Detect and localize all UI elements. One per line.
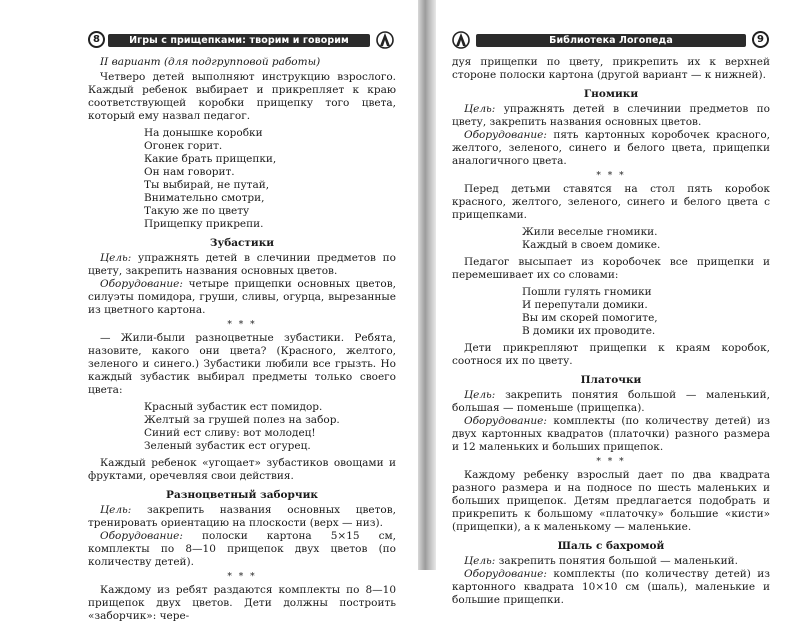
continued-paragraph: дуя прищепки по цвету, прикрепить их к верхней стороне полоски картона (другой вариант — к нижней). <box>452 56 770 81</box>
goal-text: закрепить понятия большой — маленький. <box>495 555 738 567</box>
story-mid-paragraph: Педагог высыпает из коробочек все прищепки и перемешивает их со словами: <box>452 256 770 281</box>
goal-text: закрепить понятия большой — маленький, большая — поменьше (прищепка). <box>452 389 770 414</box>
equipment-text: полоски картона 5×15 см, комплекты по 8—10 прищепок двух цветов (по количеству детей). <box>88 530 396 568</box>
goal-text: упражнять детей в слечинии предметов по цвету, закрепить названия основных цветов. <box>88 252 396 277</box>
equipment-label: Оборудование: <box>100 530 183 542</box>
poem-line: Желтый за грушей полез на забор. <box>144 414 340 426</box>
section-divider: * * * <box>227 320 257 330</box>
poem-gnomiki-1 <box>522 226 770 252</box>
goal-paragraph <box>88 504 396 530</box>
game-title-shal: Шаль с бахромой <box>557 540 665 552</box>
left-content <box>88 56 396 623</box>
equipment-paragraph <box>88 278 396 317</box>
story-paragraph: Каждому из ребят раздаются комплекты по 8—10 прищепок двух цветов. Дети должны построить «заборчик»: чере- <box>88 584 396 622</box>
story-end-paragraph: Дети прикрепляют прищепки к краям коробок, соотнося их по цвету. <box>452 342 770 367</box>
equipment-text: комплекты (по количеству детей) из двух картонных квадратов (платочки) разного размера и 12 маленьких и больших прищепок. <box>452 415 770 453</box>
left-header-title: Игры с прищепками: творим и говорим <box>108 34 370 47</box>
page-number-right: 9 <box>752 31 769 48</box>
equipment-paragraph <box>88 530 396 569</box>
goal-paragraph <box>88 252 396 278</box>
poem-line: Внимательно смотри, <box>144 192 265 204</box>
game-title-gnomiki: Гномики <box>583 88 639 100</box>
poem-lights <box>144 127 396 231</box>
goal-label: Цель: <box>464 555 496 567</box>
section-divider: * * * <box>596 457 626 467</box>
equipment-text: пять картонных коробочек красного, желтого, зеленого, синего и белого цвета, прищепки аналогичного цвета. <box>452 129 770 167</box>
game-title-zaborchik: Разноцветный заборчик <box>166 489 318 501</box>
equipment-label: Оборудование: <box>100 278 183 290</box>
equipment-paragraph <box>452 415 770 454</box>
goal-paragraph <box>452 389 770 415</box>
poem-line: Зеленый зубастик ест огурец. <box>144 440 311 452</box>
poem-line: Каждый в своем домике. <box>522 239 661 251</box>
poem-line: Красный зубастик ест помидор. <box>144 401 323 413</box>
goal-label: Цель: <box>100 504 132 516</box>
goal-paragraph <box>452 555 770 568</box>
poem-zubastiki <box>144 401 396 453</box>
book-logo-icon <box>452 30 470 50</box>
intro-paragraph: Четверо детей выполняют инструкцию взрослого. Каждый ребенок выбирает и прикрепляет к краю соответствующей коробки прищепку того цвета, который ему назвал педагог. <box>88 71 396 122</box>
section-divider: * * * <box>227 572 257 582</box>
poem-line: Ты выбирай, не путай, <box>144 179 270 191</box>
poem-line: На донышке коробки <box>144 127 263 139</box>
game-title-platochki: Платочки <box>580 374 642 386</box>
poem-gnomiki-2 <box>522 286 770 338</box>
goal-paragraph <box>452 103 770 129</box>
equipment-text: четыре прищепки основных цветов, силуэты помидора, груши, сливы, огурца, вырезанные из цветного картона. <box>88 278 396 316</box>
poem-line: И перепутали домики. <box>522 299 648 311</box>
section-divider: * * * <box>596 171 626 181</box>
right-header-title: Библиотека Логопеда <box>476 34 746 47</box>
equipment-paragraph <box>452 568 770 607</box>
right-page <box>436 0 800 606</box>
poem-line: Такую же по цвету <box>144 205 250 217</box>
story-paragraph: Каждому ребенку взрослый дает по два квадрата разного размера и на подносе по шесть маленьких и больших прищепок. Детям предлагается подобрать и прикрепить к большому «платочку» большие «кисти» (прищепки), а к маленькому — маленькие. <box>452 469 770 533</box>
variant-title: II вариант (для подгрупповой работы) <box>100 56 321 68</box>
equipment-paragraph <box>452 129 770 168</box>
left-header <box>88 30 396 50</box>
goal-label: Цель: <box>100 252 132 264</box>
equipment-label: Оборудование: <box>464 415 547 427</box>
poem-line: Он нам говорит. <box>144 166 235 178</box>
story-paragraph: Перед детьми ставятся на стол пять коробок красного, желтого, зеленого, синего и белого цвета с прищепками. <box>452 183 770 221</box>
equipment-label: Оборудование: <box>464 129 547 141</box>
poem-line: Пошли гулять гномики <box>522 286 652 298</box>
goal-label: Цель: <box>464 389 496 401</box>
story-paragraph: — Жили-были разноцветные зубастики. Ребята, назовите, какого они цвета? (Красного, желтого, зеленого и синего.) Зубастики любили все грызть. Но каждый зубастик выбирал предметы только своего цвета: <box>88 332 396 396</box>
goal-text: упражнять детей в слечинии предметов по цвету, закрепить названия основных цветов. <box>452 103 770 128</box>
poem-line: Жили веселые гномики. <box>522 226 658 238</box>
game-title-zubastiki: Зубастики <box>209 237 275 249</box>
poem-line: Вы им скорей помогите, <box>522 312 658 324</box>
story-end-paragraph: Каждый ребенок «угощает» зубастиков овощами и фруктами, оречевляя свои действия. <box>88 457 396 482</box>
goal-label: Цель: <box>464 103 496 115</box>
equipment-text: комплекты (по количеству детей) из картонного квадрата 10×10 см (шаль), маленькие и большие прищепки. <box>452 568 770 606</box>
poem-line: Синий ест сливу: вот молодец! <box>144 427 316 439</box>
book-logo-icon <box>376 30 394 50</box>
right-header <box>452 30 770 50</box>
equipment-label: Оборудование: <box>464 568 547 580</box>
poem-line: Прищепку прикрепи. <box>144 218 264 230</box>
right-content <box>452 56 770 607</box>
page-number-left: 8 <box>88 31 105 48</box>
book-spine <box>418 0 436 570</box>
poem-line: Какие брать прищепки, <box>144 153 277 165</box>
poem-line: Огонек горит. <box>144 140 223 152</box>
poem-line: В домики их проводите. <box>522 325 656 337</box>
goal-text: закрепить названия основных цветов, тренировать ориентацию на плоскости (верх — низ). <box>88 504 396 529</box>
